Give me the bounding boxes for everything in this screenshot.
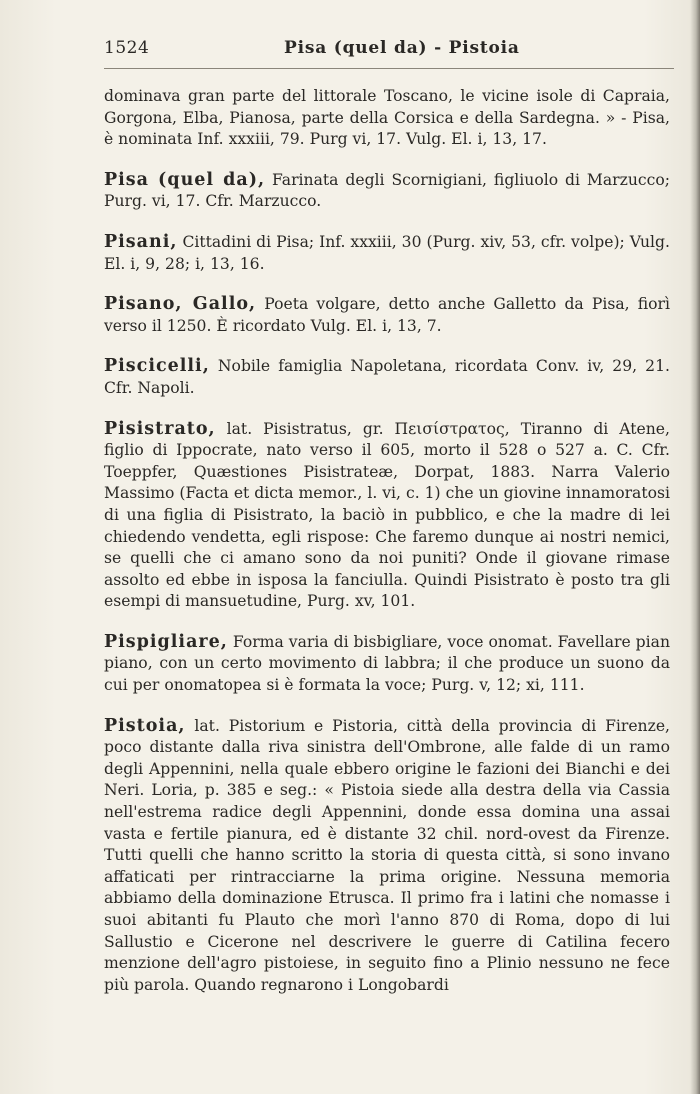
entry-text: Forma varia di bisbigliare, voce onomat. Favellare pian piano, con un certo movimento di labbra; il che produce un suono da cui per onomatopea si è formata la voce; Purg. v, 12; xi, 111. — [104, 632, 670, 695]
running-head-title: Pisa (quel da) - Pistoia — [284, 38, 520, 58]
entry-pispigliare — [104, 632, 670, 697]
entry-pisani — [104, 232, 670, 275]
entry-headword: Pisa (quel da), — [104, 169, 266, 190]
entry-text: Farinata degli Scornigiani, figliuolo di Marzucco; Purg. vi, 17. Cfr. Marzucco. — [104, 170, 670, 211]
entry-text: dominava gran parte del littorale Toscano, le vicine isole di Capraia, Gorgona, Elba, Pianosa, parte della Corsica e della Sardegna. » - Pisa, è nominata Inf. xxxiii, 79. Purg vi, 17. Vulg. El. i, 13, 17. — [104, 87, 670, 149]
entry-pisa-continuation — [104, 86, 670, 151]
entry-headword: Pisani, — [104, 231, 178, 252]
page-edge-shadow — [690, 0, 700, 1094]
entry-pisano-gallo — [104, 294, 670, 337]
entry-text: Poeta volgare, detto anche Galletto da Pisa, fiorì verso il 1250. È ricordato Vulg. El. i, 13, 7. — [104, 295, 670, 335]
entry-text: lat. Pisistratus, gr. Πεισίστρατος, Tiranno di Atene, figlio di Ippocrate, nato verso il 605, morto il 528 o 527 a. C. Cfr. Toeppfer, Quæstiones Pisistrateæ, Dorpat, 1883. Narra Valerio Massimo (Facta et dicta memor., l. vi, c. 1) che un giovine innamoratosi di una figlia di Pisistrato, la baciò in pubblico, e che la madre di lei chiedendo vendetta, egli rispose: Che faremo dunque ai nostri nemici, se quelli che ci amano sono da noi puniti? Onde il giovane rimase assolto ed ebbe in isposa la fanciulla. Quindi Pisistrato è posto tra gli esempi di mansuetudine, Purg. xv, 101. — [104, 419, 670, 611]
entry-headword: Pispigliare, — [104, 631, 228, 652]
entry-headword: Pisistrato, — [104, 418, 216, 439]
entry-text: Cittadini di Pisa; Inf. xxxiii, 30 (Purg. xiv, 53, cfr. volpe); Vulg. El. i, 9, 28; i, 13, 16. — [104, 232, 670, 273]
entry-pisistrato — [104, 419, 670, 613]
entry-headword: Pisano, Gallo, — [104, 294, 257, 315]
running-head — [104, 38, 674, 62]
entry-headword: Pistoia, — [104, 715, 186, 736]
page-number: 1524 — [104, 38, 150, 58]
entry-headword: Piscicelli, — [104, 356, 210, 377]
entry-pistoia — [104, 716, 670, 997]
header-rule — [104, 68, 674, 69]
entry-text: Nobile famiglia Napoletana, ricordata Conv. iv, 29, 21. Cfr. Napoli. — [104, 357, 670, 397]
entry-piscicelli — [104, 356, 670, 399]
entry-text: lat. Pistorium e Pistoria, città della provincia di Firenze, poco distante dalla riva sinistra dell'Ombrone, alle falde di un ramo degli Appennini, nella quale ebbero origine le fazioni dei Bianchi e dei Neri. Loria, p. 385 e seg.: « Pistoia siede alla destra della via Cassia nell'estrema radice degli Appennini, donde essa domina una assai vasta e fertile pianura, ed è distante 32 chil. nord-ovest da Firenze. Tutti quelli che hanno scritto la storia di questa città, si sono invano affaticati per rintracciarne la prima origine. Nessuna memoria abbiamo della dominazione Etrusca. Il primo fra i latini che nomasse i suoi abitanti fu Plauto che morì l'anno 870 di Roma, dopo di lui Sallustio e Cicerone nel descrivere le guerre di Catilina fecero menzione dell'agro pistoiese, in seguito fino a Plinio nessuno ne fece più parola. Quando regnarono i Longobardi — [104, 716, 670, 994]
entry-pisa-quel-da — [104, 170, 670, 213]
entries-column — [104, 86, 670, 1015]
